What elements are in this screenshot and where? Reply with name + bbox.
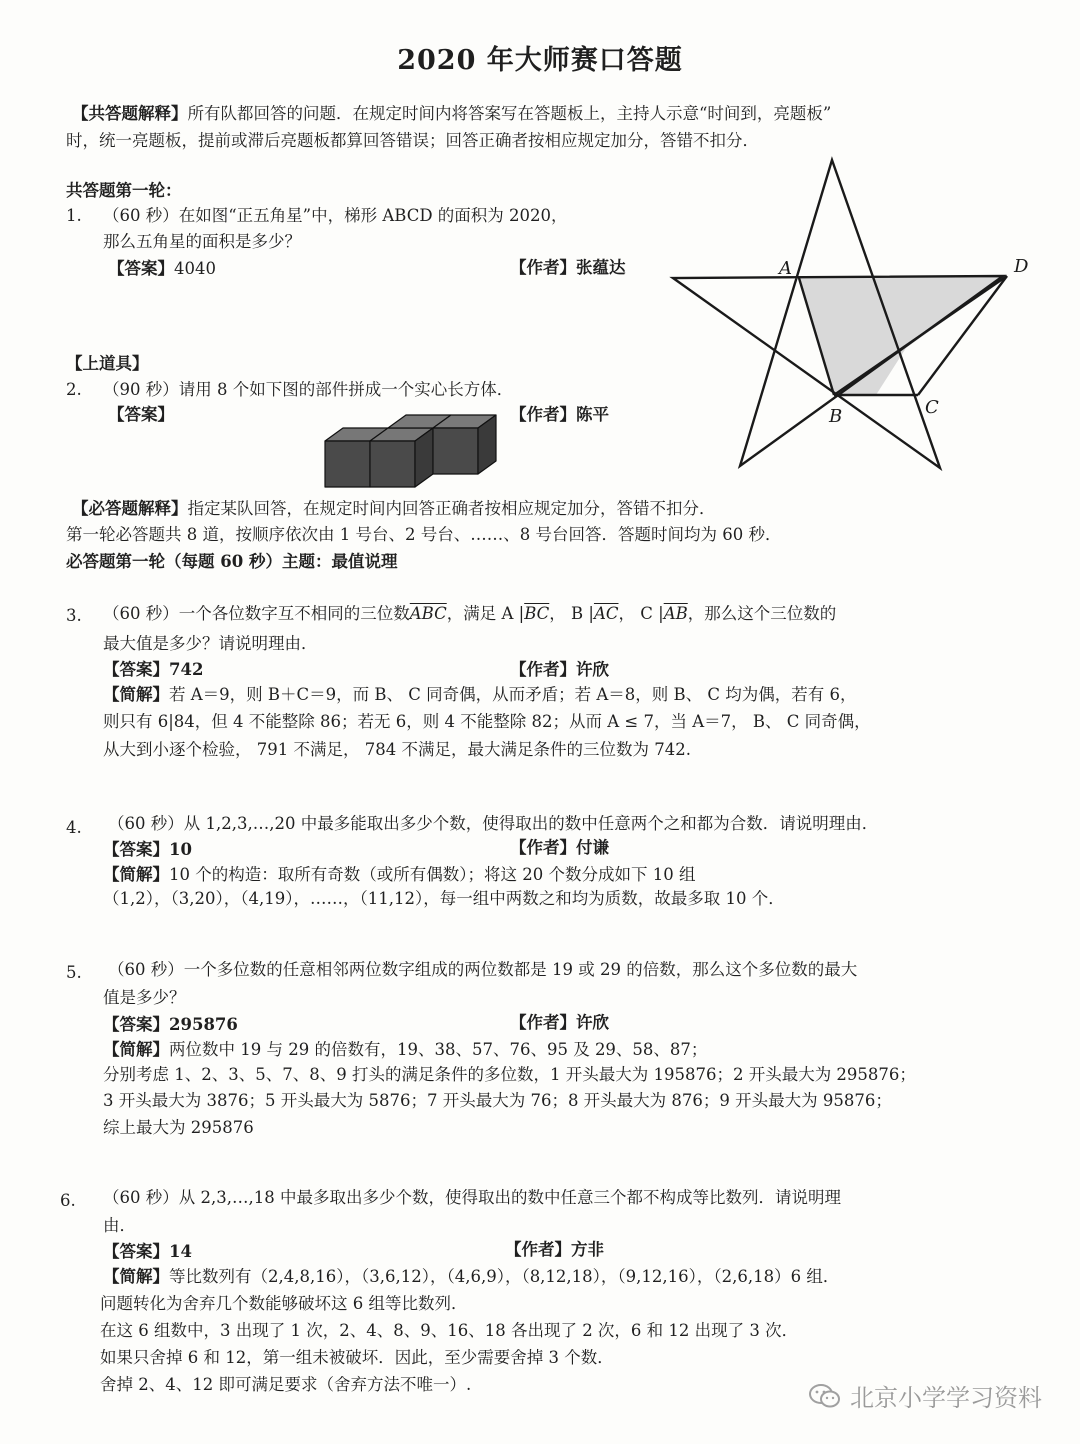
- must-line2: 第一轮必答题共 8 道，按顺序依次由 1 号台、2 号台、……、8 号台回答．答题时间均为 60 秒．: [66, 525, 782, 544]
- round1-heading: 共答题第一轮：: [66, 181, 182, 200]
- q6-sol4: 如果只舍掉 6 和 12，第一组未被破坏．因此，至少需要舍掉 3 个数．: [100, 1348, 614, 1367]
- q6-line1: （60 秒）从 2,3,…,18 中最多取出多少个数，使得取出的数中任意三个都不构成等比数列．请说明理: [103, 1188, 841, 1207]
- q4-line1: （60 秒）从 1,2,3,…,20 中最多能取出多少个数，使得取出的数中任意两个之和都为合数．请说明理由．: [108, 814, 879, 833]
- q6-sol2: 问题转化为舍弃几个数能够破坏这 6 组等比数列．: [100, 1294, 468, 1313]
- q5-sol1: 【简解】两位数中 19 与 29 的倍数有，19、38、57、76、95 及 29、58、87；: [103, 1040, 708, 1059]
- cube-piece-figure: [318, 408, 498, 492]
- q6-sol3: 在这 6 组数中，3 出现了 1 次，2、4、8、9、16、18 各出现了 2 次，6 和 12 出现了 3 次．: [100, 1321, 799, 1340]
- q5-sol3: 3 开头最大为 3876；5 开头最大为 5876；7 开头最大为 76；8 开头最大为 876；9 开头最大为 95876；: [103, 1091, 892, 1110]
- q5-number: 5.: [66, 963, 82, 982]
- q4-author: 【作者】付谦: [510, 838, 609, 857]
- q5-sol2: 分别考虑 1、2、3、5、7、8、9 打头的满足条件的多位数，1 开头最大为 195876；2 开头最大为 295876；: [103, 1065, 916, 1084]
- q2-author: 【作者】陈平: [510, 405, 609, 424]
- overline-bc: $\overline{BC}$: [524, 604, 550, 623]
- q3-sol1: 【简解】若 A＝9，则 B＋C＝9，而 B、 C 同奇偶，从而矛盾；若 A＝8，则 B、 C 均为偶，若有 6，: [103, 685, 857, 704]
- q5-answer: 【答案】295876: [103, 1015, 238, 1034]
- q5-author: 【作者】许欣: [510, 1013, 609, 1032]
- label-c: C: [925, 397, 939, 418]
- q6-line2: 由．: [103, 1216, 136, 1235]
- q3-answer: 【答案】742: [103, 660, 204, 679]
- must-heading: 必答题第一轮（每题 60 秒）主题：最值说理: [66, 552, 398, 571]
- label-a: A: [779, 258, 792, 279]
- q3-line2: 最大值是多少？请说明理由．: [103, 634, 318, 653]
- trapezoid-shading: [799, 276, 1007, 395]
- q3-author: 【作者】许欣: [510, 660, 609, 679]
- q5-line1: （60 秒）一个多位数的任意相邻两位数字组成的两位数都是 19 或 29 的倍数，那么这个多位数的最大: [108, 960, 858, 979]
- must-line1: 【必答题解释】指定某队回答，在规定时间内回答正确者按相应规定加分，答错不扣分．: [72, 499, 716, 518]
- q1-line2: 那么五角星的面积是多少？: [103, 232, 301, 251]
- q3-line1: （60 秒）一个各位数字互不相同的三位数$\overline{ABC}$，满足 A $|\overline{BC}$， B $|\overline{AC}$， C $|\overline{AB}$，那么这个三位数的: [103, 604, 837, 623]
- watermark: [808, 1378, 1042, 1413]
- q4-answer: 【答案】10: [103, 840, 192, 859]
- intro-line2: 时，统一亮题板，提前或滞后亮题板都算回答错误；回答正确者按相应规定加分，答错不扣分．: [66, 131, 759, 150]
- label-d: D: [1014, 256, 1029, 277]
- q5-line2: 值是多少？: [103, 988, 186, 1007]
- q3-sol3: 从大到小逐个检验， 791 不满足， 784 不满足，最大满足条件的三位数为 742.: [103, 740, 691, 759]
- intro-label: 【共答题解释】: [72, 104, 188, 123]
- q2-answer-label: 【答案】: [108, 405, 174, 424]
- overline-ab: $\overline{AB}$: [663, 604, 688, 623]
- overline-abc: $\overline{ABC}$: [409, 604, 447, 623]
- q4-sol2: （1,2），（3,20），（4,19），……，（11,12），每一组中两数之和均为质数，故最多取 10 个．: [103, 889, 785, 908]
- q6-author: 【作者】方非: [505, 1240, 604, 1259]
- q4-sol1: 【简解】10 个的构造：取所有奇数（或所有偶数）；将这 20 个数分成如下 10 组: [103, 865, 696, 884]
- q2-number: 2.: [66, 380, 82, 399]
- tools-heading: 【上道具】: [66, 354, 149, 373]
- q6-sol1: 【简解】等比数列有（2,4,8,16），（3,6,12），（4,6,9），（8,12,18），（9,12,16），（2,6,18）6 组．: [103, 1267, 840, 1286]
- q1-answer: 【答案】4040: [108, 259, 216, 278]
- must-label: 【必答题解释】: [72, 499, 188, 518]
- q6-number: 6.: [60, 1191, 76, 1210]
- q2-line1: （90 秒）请用 8 个如下图的部件拼成一个实心长方体．: [103, 380, 514, 399]
- q1-number: 1.: [66, 206, 82, 225]
- q1-line1: （60 秒）在如图“正五角星”中，梯形 ABCD 的面积为 2020，: [103, 206, 568, 225]
- q4-number: 4.: [66, 818, 82, 837]
- q6-answer: 【答案】14: [103, 1242, 192, 1261]
- watermark-text: 北京小学学习资料: [850, 1384, 1042, 1412]
- pentagram-figure: [660, 150, 1040, 480]
- q1-author: 【作者】张蕴达: [510, 258, 626, 277]
- label-b: B: [829, 406, 843, 427]
- intro-line1: 【共答题解释】所有队都回答的问题．在规定时间内将答案写在答题板上，主持人示意“时间到，亮题板”: [72, 104, 832, 123]
- wechat-icon: [808, 1382, 842, 1410]
- q5-sol4: 综上最大为 295876: [103, 1118, 254, 1137]
- page-title: 2020 年大师赛口答题: [397, 45, 683, 76]
- overline-ac: $\overline{AC}$: [593, 604, 619, 623]
- q3-sol2: 则只有 6|84，但 4 不能整除 86；若无 6，则 4 不能整除 82；从而 A ≤ 7，当 A＝7， B、 C 同奇偶，: [103, 712, 871, 731]
- q3-number: 3.: [66, 606, 82, 625]
- q6-sol5: 舍掉 2、4、12 即可满足要求（舍弃方法不唯一）.: [100, 1375, 472, 1394]
